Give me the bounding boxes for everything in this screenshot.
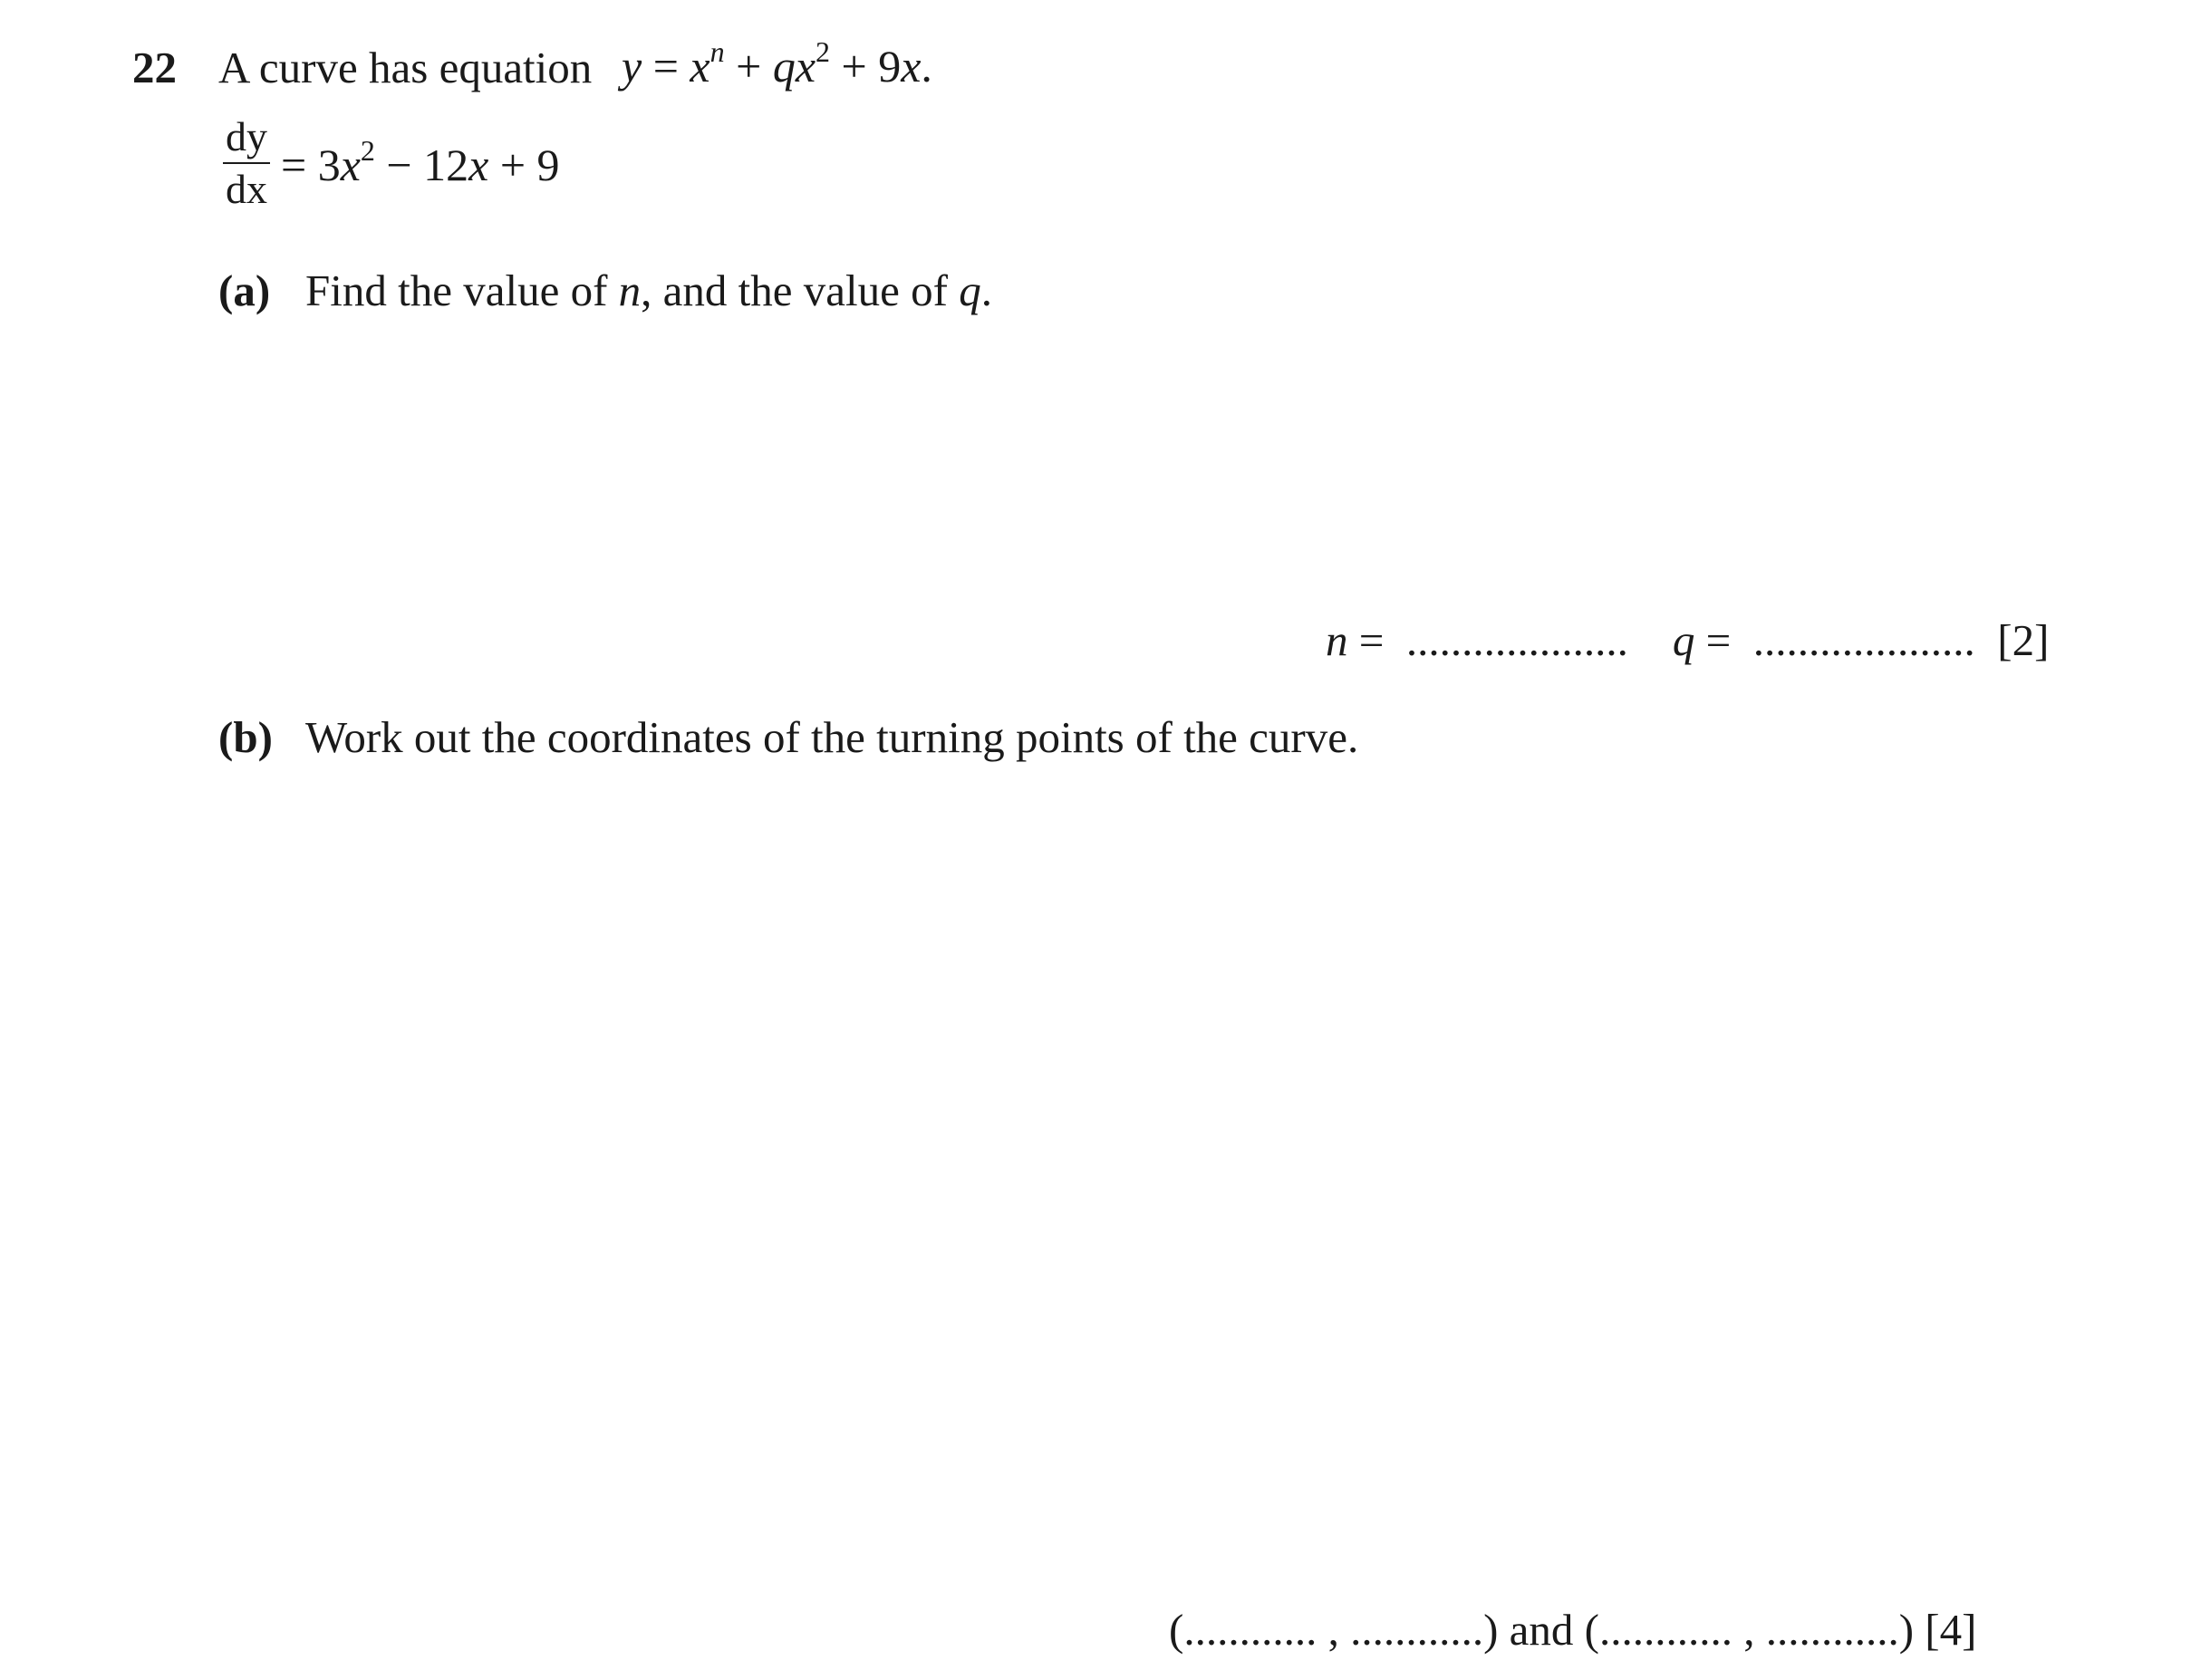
question-number: 22 <box>132 43 177 92</box>
derivative-fraction <box>223 113 270 213</box>
part-b-question: Work out the coordinates of the turning points of the curve. <box>305 712 1359 762</box>
fraction-numerator: dy <box>226 113 267 159</box>
part-b-answer-line: (............ , ............) and (............ , ............) [4] <box>1169 1605 1977 1655</box>
part-a-answer-line: n = .................... q = .................... [2] <box>1326 615 2050 665</box>
fraction-bar <box>223 162 270 164</box>
fraction-denominator: dx <box>226 166 267 212</box>
curve-equation: $y = x^n + qx^2 + 9x$. <box>622 35 932 92</box>
part-b-label: (b) <box>218 712 273 762</box>
part-a-label: (a) <box>218 266 271 315</box>
derivative-expression: = $3x^2 - 12x + 9$ <box>281 134 560 190</box>
part-a-question: Find the value of n, and the value of q. <box>305 266 992 315</box>
question-stem: A curve has equation <box>218 43 593 92</box>
